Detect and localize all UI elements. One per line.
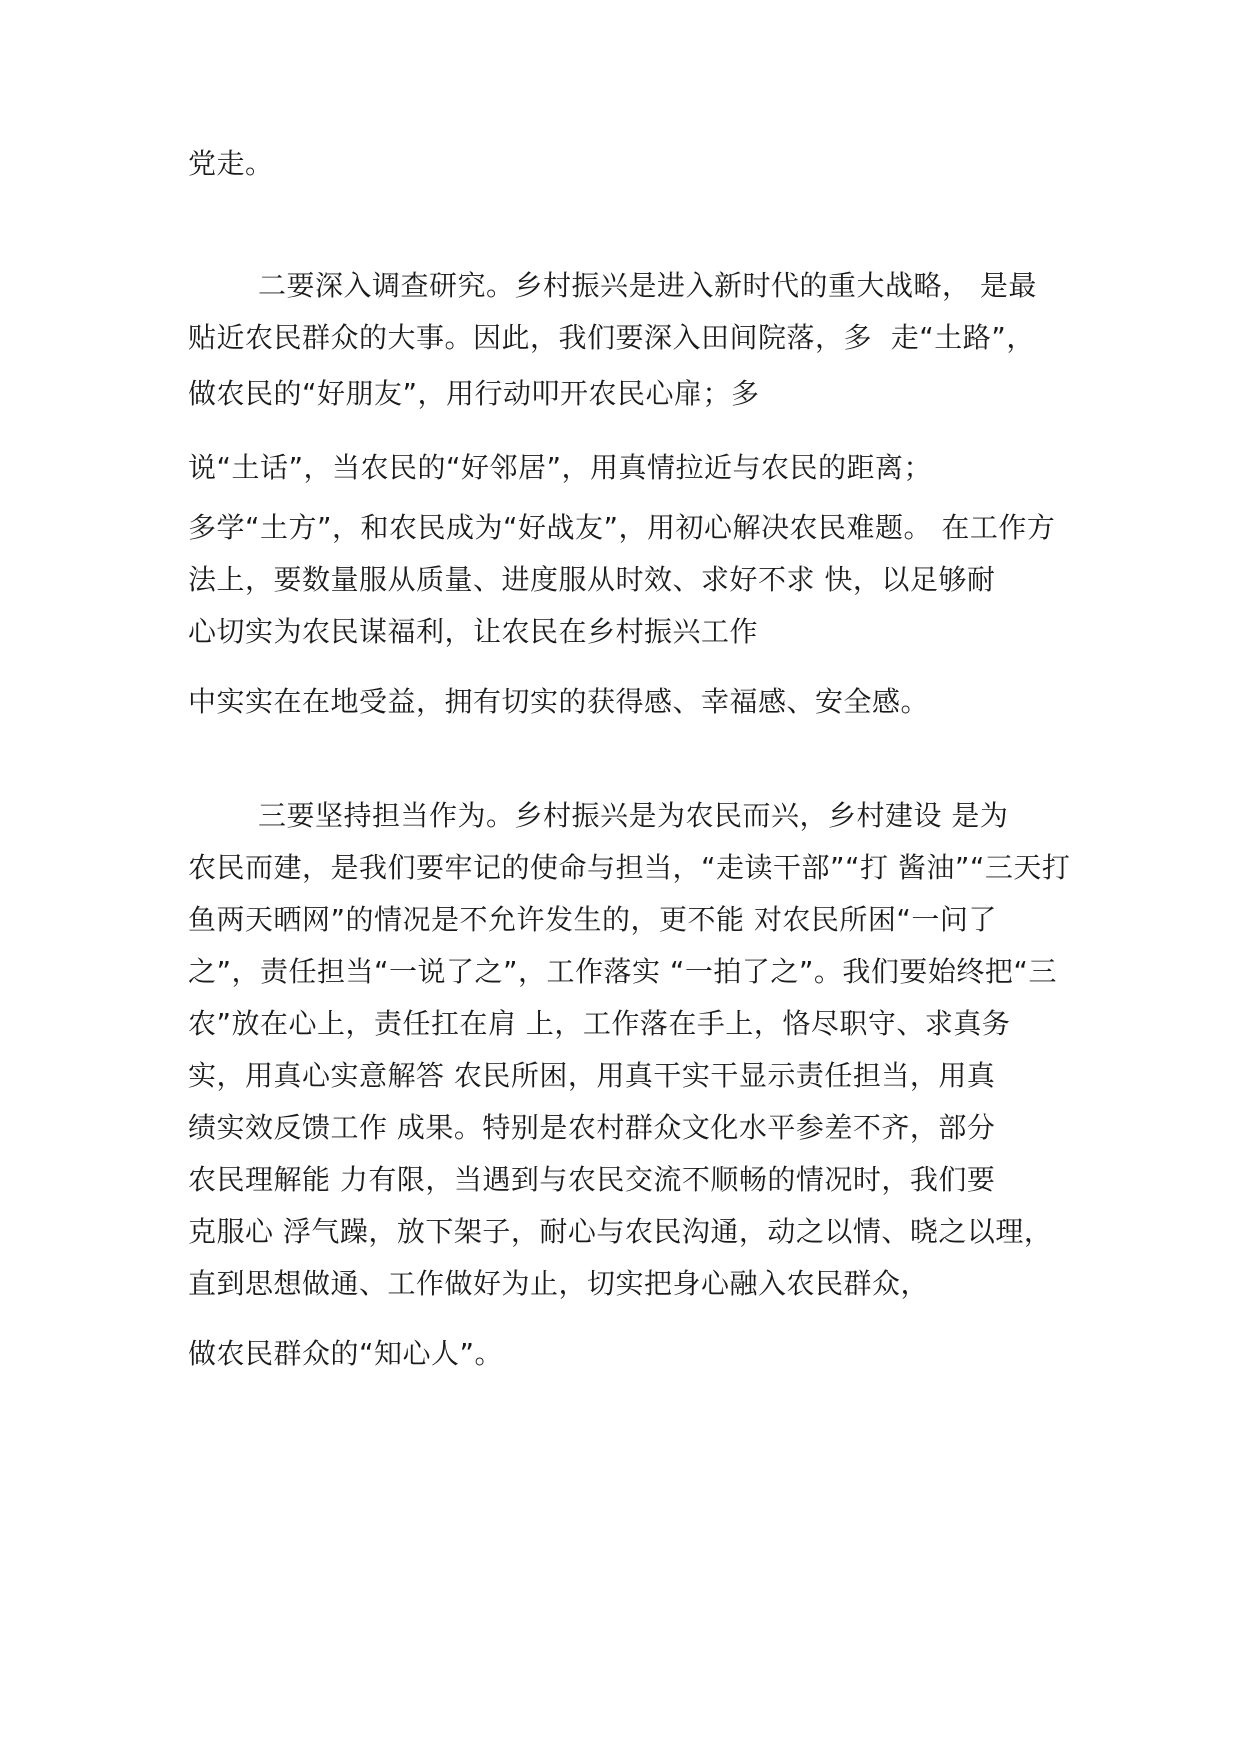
- text-line-18: 克服心 浮气躁，放下架子，耐心与农民沟通，动之以情、晓之以理，: [188, 1215, 1053, 1248]
- text-line-2: 二要深入调查研究。乡村振兴是进入新时代的重大战略， 是最: [258, 269, 1037, 302]
- text-line-15: 实，用真心实意解答 农民所困，用真干实干显示责任担当，用真: [188, 1059, 996, 1092]
- text-line-9: 中实实在在地受益，拥有切实的获得感、幸福感、安全感。: [188, 685, 930, 718]
- text-line-19: 直到思想做通、工作做好为止，切实把身心融入农民群众，: [188, 1267, 930, 1300]
- text-line-17: 农民理解能 力有限，当遇到与农民交流不顺畅的情况时，我们要: [188, 1163, 996, 1196]
- text-line-4: 做农民的“好朋友”，用行动叩开农民心扉；多: [188, 377, 760, 410]
- text-line-5: 说“土话”，当农民的“好邻居”，用真情拉近与农民的距离；: [188, 451, 933, 484]
- text-line-16: 绩实效反馈工作 成果。特别是农村群众文化水平参差不齐，部分: [188, 1111, 996, 1144]
- text-line-20: 做农民群众的“知心人”。: [188, 1337, 504, 1370]
- text-line-13: 之”，责任担当“一说了之”，工作落实 “一拍了之”。我们要始终把“三: [188, 955, 1057, 988]
- text-line-11: 农民而建，是我们要牢记的使命与担当，“走读干部”“打 酱油”“三天打: [188, 851, 1071, 884]
- text-line-8: 心切实为农民谋福利，让农民在乡村振兴工作: [188, 615, 759, 648]
- text-line-12: 鱼两天晒网”的情况是不允许发生的，更不能 对农民所困“一问了: [188, 903, 997, 936]
- text-line-10: 三要坚持担当作为。乡村振兴是为农民而兴，乡村建设 是为: [258, 799, 1009, 832]
- text-line-1: 党走。: [188, 147, 274, 180]
- text-line-6: 多学“土方”，和农民成为“好战友”，用初心解决农民难题。 在工作方: [188, 511, 1056, 544]
- text-line-3: 贴近农民群众的大事。因此，我们要深入田间院落，多 走“土路”，: [188, 321, 1035, 354]
- text-line-7: 法上，要数量服从质量、进度服从时效、求好不求 快，以足够耐: [188, 563, 996, 596]
- text-line-14: 农”放在心上，责任扛在肩 上，工作落在手上，恪尽职守、求真务: [188, 1007, 1011, 1040]
